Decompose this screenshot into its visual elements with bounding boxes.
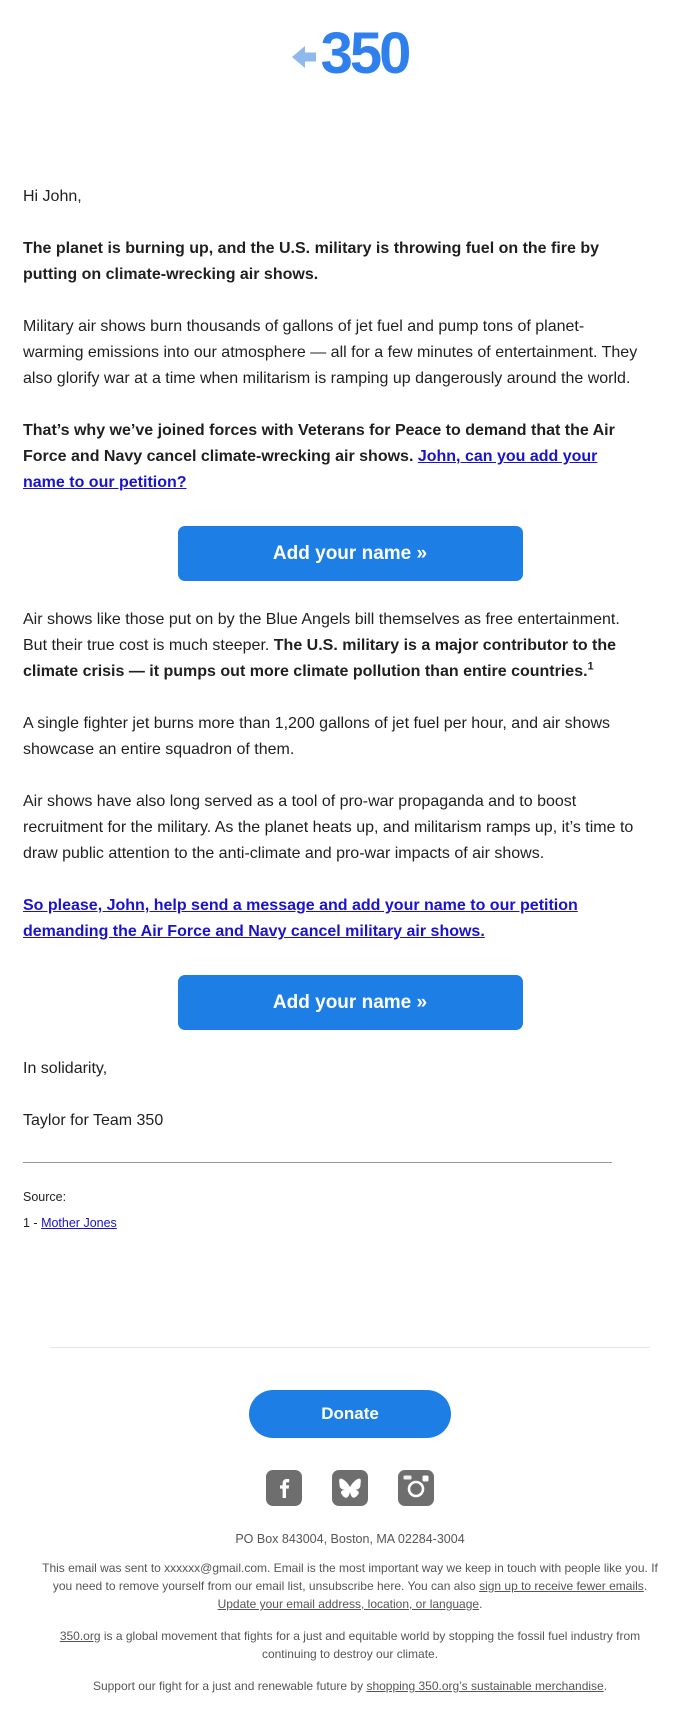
add-your-name-button-1[interactable]: Add your name » xyxy=(178,526,523,581)
legal-mission-text: is a global movement that fights for a just and equitable world by stopping the fossil fuel industry from continuing to destroy our climate. xyxy=(100,1629,641,1661)
footer-divider xyxy=(50,1347,650,1348)
paragraph-petition-link xyxy=(23,893,641,945)
source-line xyxy=(23,1215,677,1231)
bluesky-icon[interactable] xyxy=(332,1470,368,1506)
logo-350 xyxy=(0,0,700,86)
paragraph-blue-angels xyxy=(23,607,641,685)
left-arrow-icon xyxy=(292,45,324,69)
legal-text-1c: . xyxy=(479,1597,483,1611)
petition-inline-link-1[interactable]: John, can you add your name to our petition? xyxy=(23,448,598,491)
signoff-sender: Taylor for Team 350 xyxy=(23,1112,164,1129)
legal-mission xyxy=(42,1627,658,1663)
paragraph-veterans-bold-text: That’s why we’ve joined forces with Veterans for Peace to demand that the Air Force and Navy cancel climate-wrecking air shows. xyxy=(23,422,615,465)
350-org-link[interactable]: 350.org xyxy=(59,1629,101,1643)
source-label: Source: xyxy=(23,1190,67,1204)
paragraph-propaganda: Air shows have also long served as a tool of pro-war propaganda and to boost recruitment for the military. As the planet heats up, and militarism ramps up, it’s time to draw public attention to the anti-climate and pro-war impacts of air shows. xyxy=(23,793,634,862)
social-icons-row xyxy=(0,1470,700,1506)
legal-email-notice xyxy=(42,1559,658,1613)
add-your-name-button-2[interactable]: Add your name » xyxy=(178,975,523,1030)
facebook-icon[interactable] xyxy=(266,1470,302,1506)
signoff-solidarity: In solidarity, xyxy=(23,1060,108,1077)
donate-button[interactable]: Donate xyxy=(249,1390,451,1438)
paragraph-fighter-jet: A single fighter jet burns more than 1,200 gallons of jet fuel per hour, and air shows showcase an entire squadron of them. xyxy=(23,715,611,758)
legal-merch-text: Support our fight for a just and renewable future by xyxy=(92,1679,367,1693)
greeting-text: Hi John, xyxy=(23,188,82,205)
legal-text-1b: . xyxy=(643,1579,648,1593)
legal-text-1a: This email was sent to xxxxxx@gmail.com. Email is the most important way we keep in touch with people like you. If you need to remove yourself from our email list, unsubscribe here. You can also xyxy=(42,1561,658,1593)
logo-text: 350 xyxy=(320,21,409,86)
mother-jones-link[interactable]: Mother Jones xyxy=(41,1216,117,1230)
paragraph-blue-angels-bold-text: The U.S. military is a major contributor to the climate crisis — it pumps out more climate pollution than entire countries. xyxy=(23,637,617,680)
legal-merchandise xyxy=(42,1677,658,1695)
paragraph-blue-angels-text: Air shows like those put on by the Blue Angels bill themselves as free entertainment. But their true cost is much steeper. xyxy=(23,611,620,654)
paragraph-military-air-shows: Military air shows burn thousands of gallons of jet fuel and pump tons of planet-warming emissions into our atmosphere — all for a few minutes of entertainment. They also glorify war at a time when militarism is ramping up dangerously around the world. xyxy=(23,318,638,387)
merchandise-link[interactable]: shopping 350.org’s sustainable merchandise xyxy=(366,1679,604,1693)
legal-merch-period: . xyxy=(603,1679,608,1693)
fewer-emails-link[interactable]: sign up to receive fewer emails xyxy=(479,1579,644,1593)
update-email-link[interactable]: Update your email address, location, or language xyxy=(217,1597,480,1611)
paragraph-veterans-for-peace xyxy=(23,418,641,496)
footnote-marker: 1 xyxy=(587,660,594,673)
petition-inline-link-2[interactable]: So please, John, help send a message and add your name to our petition demanding the Air Force and Navy cancel military air shows. xyxy=(23,897,578,940)
mailing-address: PO Box 843004, Boston, MA 02284-3004 xyxy=(235,1532,465,1546)
source-number: 1 - xyxy=(23,1216,42,1230)
signature-divider xyxy=(23,1162,612,1163)
paragraph-intro-bold: The planet is burning up, and the U.S. military is throwing fuel on the fire by putting on climate-wrecking air shows. xyxy=(23,240,600,283)
instagram-icon[interactable] xyxy=(398,1470,434,1506)
